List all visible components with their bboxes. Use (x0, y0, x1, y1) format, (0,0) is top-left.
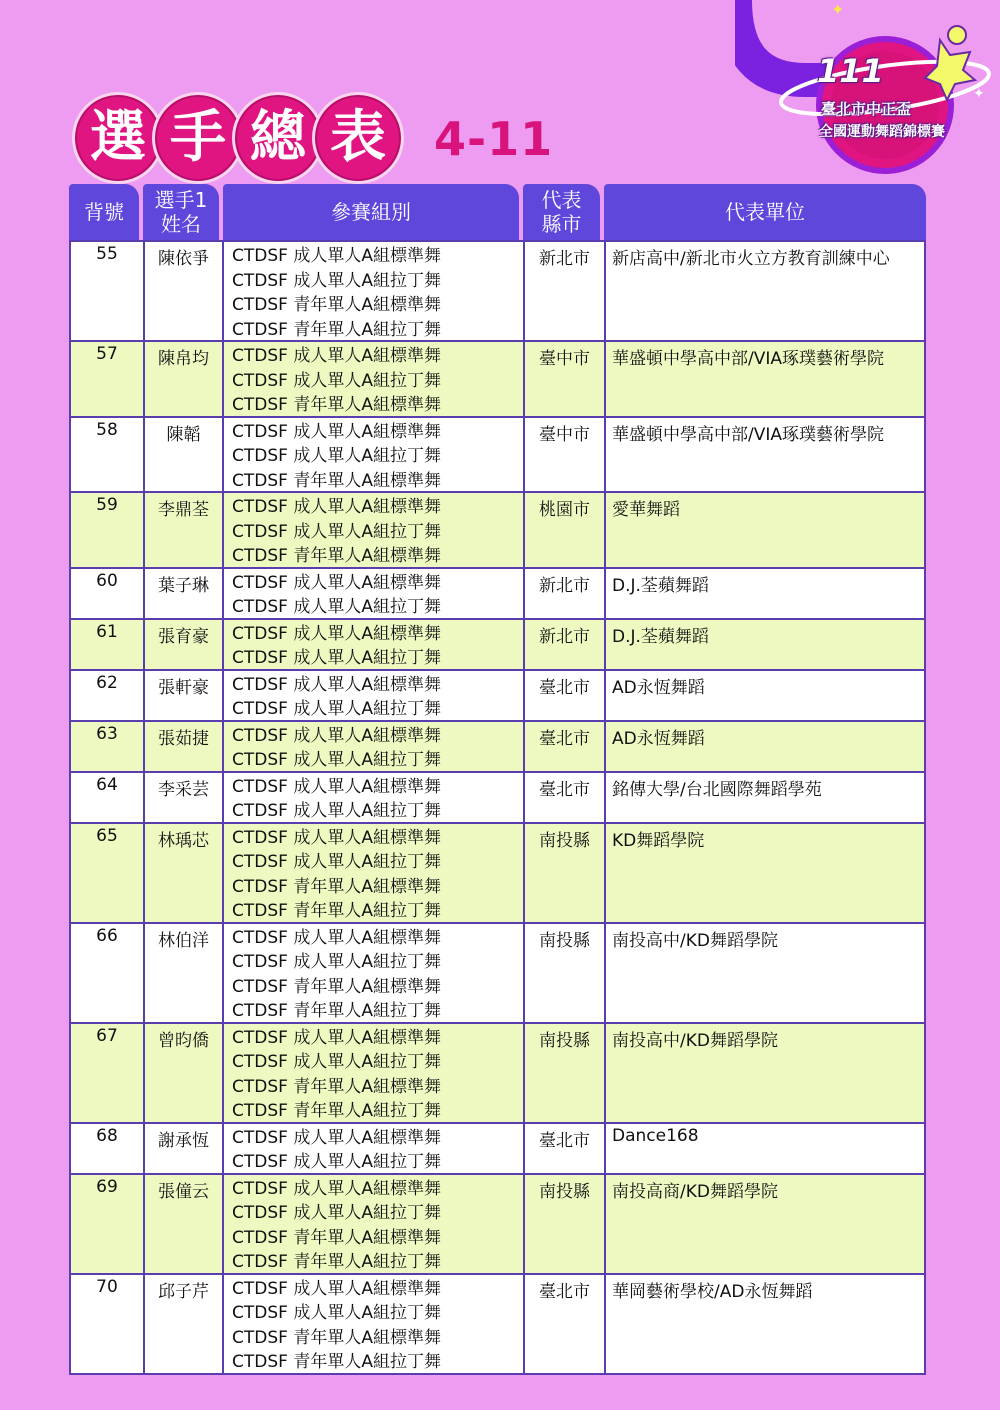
athlete-number: 65 (96, 825, 118, 846)
athlete-name: 陳依爭 (143, 242, 222, 340)
athlete-number: 66 (96, 925, 118, 946)
event-item: CTDSF 成人單人A組標準舞 (232, 421, 441, 442)
representing-city: 臺北市 (523, 671, 604, 720)
event-item: CTDSF 成人單人A組標準舞 (232, 674, 441, 695)
representing-unit: 南投高中/KD舞蹈學院 (604, 924, 924, 1022)
athlete-name: 李采芸 (143, 773, 222, 822)
athlete-number: 67 (96, 1025, 118, 1046)
event-item: CTDSF 成人單人A組拉丁舞 (232, 952, 441, 972)
athlete-name: 邱子芹 (143, 1275, 222, 1373)
col-header-event: 參賽組別 (223, 184, 519, 240)
athlete-table (69, 184, 926, 1375)
event-list (222, 671, 523, 720)
event-item: CTDSF 青年單人A組拉丁舞 (232, 1252, 441, 1272)
representing-city: 臺北市 (523, 773, 604, 822)
event-list (222, 342, 523, 416)
event-item: CTDSF 青年單人A組拉丁舞 (232, 319, 441, 340)
representing-city: 南投縣 (523, 1024, 604, 1122)
representing-unit: D.J.荃蘋舞蹈 (604, 569, 924, 618)
event-item: CTDSF 成人單人A組拉丁舞 (232, 699, 441, 719)
representing-city: 南投縣 (523, 924, 604, 1022)
representing-city: 臺北市 (523, 1124, 604, 1173)
athlete-number: 59 (96, 495, 118, 515)
event-item: CTDSF 成人單人A組拉丁舞 (232, 1052, 441, 1072)
athlete-name: 陳韜 (143, 418, 222, 492)
representing-city: 新北市 (523, 569, 604, 618)
representing-unit: AD永恆舞蹈 (604, 722, 924, 771)
event-item: CTDSF 青年單人A組標準舞 (232, 295, 441, 315)
event-item: CTDSF 成人單人A組拉丁舞 (232, 648, 441, 668)
athlete-name: 張軒豪 (143, 671, 222, 720)
athlete-number: 61 (96, 621, 118, 642)
athlete-name: 張茹捷 (143, 722, 222, 771)
event-list (222, 1024, 523, 1122)
table-row (71, 1022, 924, 1122)
representing-unit: KD舞蹈學院 (604, 824, 924, 922)
event-item: CTDSF 青年單人A組標準舞 (232, 395, 441, 415)
representing-city: 南投縣 (523, 824, 604, 922)
athlete-name: 陳帛均 (143, 342, 222, 416)
representing-unit: 南投高中/KD舞蹈學院 (604, 1024, 924, 1122)
title-char: 選 (72, 92, 164, 184)
event-item: CTDSF 青年單人A組拉丁舞 (232, 901, 441, 921)
event-item: CTDSF 青年單人A組標準舞 (232, 546, 441, 566)
representing-unit: 新店高中/新北市火立方教育訓練中心 (604, 242, 924, 340)
athlete-number: 60 (96, 570, 118, 591)
event-list (222, 569, 523, 618)
event-item: CTDSF 青年單人A組標準舞 (232, 1327, 441, 1348)
table-row (71, 771, 924, 822)
representing-unit: 南投高商/KD舞蹈學院 (604, 1175, 924, 1273)
event-item: CTDSF 成人單人A組拉丁舞 (232, 1203, 441, 1223)
representing-unit: 華盛頓中學高中部/VIA琢璞藝術學院 (604, 342, 924, 416)
athlete-number: 58 (96, 419, 118, 440)
event-item: CTDSF 成人單人A組拉丁舞 (232, 597, 441, 617)
representing-unit: D.J.荃蘋舞蹈 (604, 620, 924, 669)
title-char: 總 (232, 92, 324, 184)
event-item: CTDSF 成人單人A組拉丁舞 (232, 270, 441, 291)
table-body (69, 240, 926, 1375)
event-list (222, 773, 523, 822)
event-item: CTDSF 成人單人A組標準舞 (232, 246, 441, 266)
representing-unit: 愛華舞蹈 (604, 493, 924, 567)
athlete-number: 63 (96, 723, 118, 744)
col-header-no: 背號 (69, 184, 139, 240)
event-item: CTDSF 青年單人A組標準舞 (232, 1076, 441, 1097)
athlete-number: 57 (96, 344, 118, 364)
representing-unit: 華盛頓中學高中部/VIA琢璞藝術學院 (604, 418, 924, 492)
event-item: CTDSF 成人單人A組標準舞 (232, 725, 441, 746)
table-row (71, 720, 924, 771)
table-row (71, 416, 924, 492)
event-list (222, 418, 523, 492)
event-list (222, 924, 523, 1022)
logo-line2: 全國運動舞蹈錦標賽 (819, 124, 945, 140)
representing-city: 桃園市 (523, 493, 604, 567)
event-item: CTDSF 成人單人A組標準舞 (232, 827, 441, 848)
table-row (71, 1173, 924, 1273)
event-item: CTDSF 成人單人A組標準舞 (232, 1027, 441, 1048)
event-item: CTDSF 成人單人A組標準舞 (232, 1127, 441, 1148)
athlete-number: 70 (96, 1276, 118, 1297)
event-item: CTDSF 成人單人A組拉丁舞 (232, 1303, 441, 1323)
event-item: CTDSF 成人單人A組標準舞 (232, 1178, 441, 1199)
event-item: CTDSF 成人單人A組拉丁舞 (232, 370, 441, 391)
event-list (222, 242, 523, 340)
athlete-name: 謝承恆 (143, 1124, 222, 1173)
athlete-name: 林伯洋 (143, 924, 222, 1022)
page-code: 4-11 (434, 112, 554, 166)
title-char: 表 (312, 92, 404, 184)
representing-city: 新北市 (523, 620, 604, 669)
table-row (71, 922, 924, 1022)
event-list (222, 1175, 523, 1273)
athlete-name: 葉子琳 (143, 569, 222, 618)
table-row (71, 669, 924, 720)
athlete-name: 林瑀芯 (143, 824, 222, 922)
representing-unit: Dance168 (604, 1124, 924, 1173)
event-list (222, 620, 523, 669)
representing-unit: 銘傳大學/台北國際舞蹈學苑 (604, 773, 924, 822)
event-item: CTDSF 成人單人A組拉丁舞 (232, 1152, 441, 1172)
svg-text:✦: ✦ (831, 0, 845, 19)
event-item: CTDSF 成人單人A組標準舞 (232, 927, 441, 948)
table-row (71, 1273, 924, 1373)
event-item: CTDSF 成人單人A組標準舞 (232, 623, 441, 644)
athlete-name: 張育豪 (143, 620, 222, 669)
representing-city: 臺中市 (523, 342, 604, 416)
table-row (71, 822, 924, 922)
event-list (222, 722, 523, 771)
event-item: CTDSF 成人單人A組標準舞 (232, 776, 441, 797)
title-char: 手 (152, 92, 244, 184)
col-header-name: 選手1 姓名 (143, 184, 219, 240)
logo-emblem-icon (735, 0, 1000, 190)
event-item: CTDSF 青年單人A組標準舞 (232, 470, 441, 491)
athlete-number: 69 (96, 1176, 118, 1197)
svg-text:✦: ✦ (973, 86, 985, 102)
representing-city: 臺北市 (523, 722, 604, 771)
event-item: CTDSF 成人單人A組拉丁舞 (232, 521, 441, 542)
event-item: CTDSF 成人單人A組拉丁舞 (232, 446, 441, 466)
event-item: CTDSF 青年單人A組標準舞 (232, 876, 441, 897)
logo-line1: 臺北市中正盃 (821, 100, 912, 118)
event-item: CTDSF 成人單人A組標準舞 (232, 346, 441, 366)
athlete-number: 68 (96, 1125, 118, 1146)
representing-unit: AD永恆舞蹈 (604, 671, 924, 720)
event-item: CTDSF 青年單人A組拉丁舞 (232, 1001, 441, 1021)
event-item: CTDSF 成人單人A組標準舞 (232, 1278, 441, 1299)
event-list (222, 1275, 523, 1373)
event-item: CTDSF 青年單人A組標準舞 (232, 976, 441, 997)
event-item: CTDSF 青年單人A組拉丁舞 (232, 1101, 441, 1121)
event-item: CTDSF 青年單人A組標準舞 (232, 1227, 441, 1248)
table-row (71, 491, 924, 567)
athlete-number: 64 (96, 774, 118, 795)
athlete-name: 曾昀僑 (143, 1024, 222, 1122)
table-row (71, 618, 924, 669)
representing-city: 臺中市 (523, 418, 604, 492)
table-row (71, 1122, 924, 1173)
table-row (71, 340, 924, 416)
athlete-name: 張僮云 (143, 1175, 222, 1273)
representing-unit: 華岡藝術學校/AD永恆舞蹈 (604, 1275, 924, 1373)
event-item: CTDSF 成人單人A組標準舞 (232, 572, 441, 593)
logo-number: 111 (817, 52, 884, 90)
event-logo (735, 0, 1000, 190)
table-header (69, 184, 926, 240)
athlete-number: 62 (96, 672, 118, 693)
event-list (222, 1124, 523, 1173)
event-item: CTDSF 成人單人A組標準舞 (232, 497, 441, 517)
event-list (222, 493, 523, 567)
event-item: CTDSF 成人單人A組拉丁舞 (232, 852, 441, 872)
event-item: CTDSF 成人單人A組拉丁舞 (232, 750, 441, 770)
representing-city: 新北市 (523, 242, 604, 340)
event-list (222, 824, 523, 922)
representing-city: 南投縣 (523, 1175, 604, 1273)
event-item: CTDSF 成人單人A組拉丁舞 (232, 801, 441, 821)
col-header-unit: 代表單位 (604, 184, 926, 240)
event-item: CTDSF 青年單人A組拉丁舞 (232, 1352, 441, 1372)
col-header-city: 代表 縣市 (523, 184, 600, 240)
representing-city: 臺北市 (523, 1275, 604, 1373)
athlete-name: 李鼎荃 (143, 493, 222, 567)
table-row (71, 240, 924, 340)
table-row (71, 567, 924, 618)
athlete-number: 55 (96, 244, 118, 264)
